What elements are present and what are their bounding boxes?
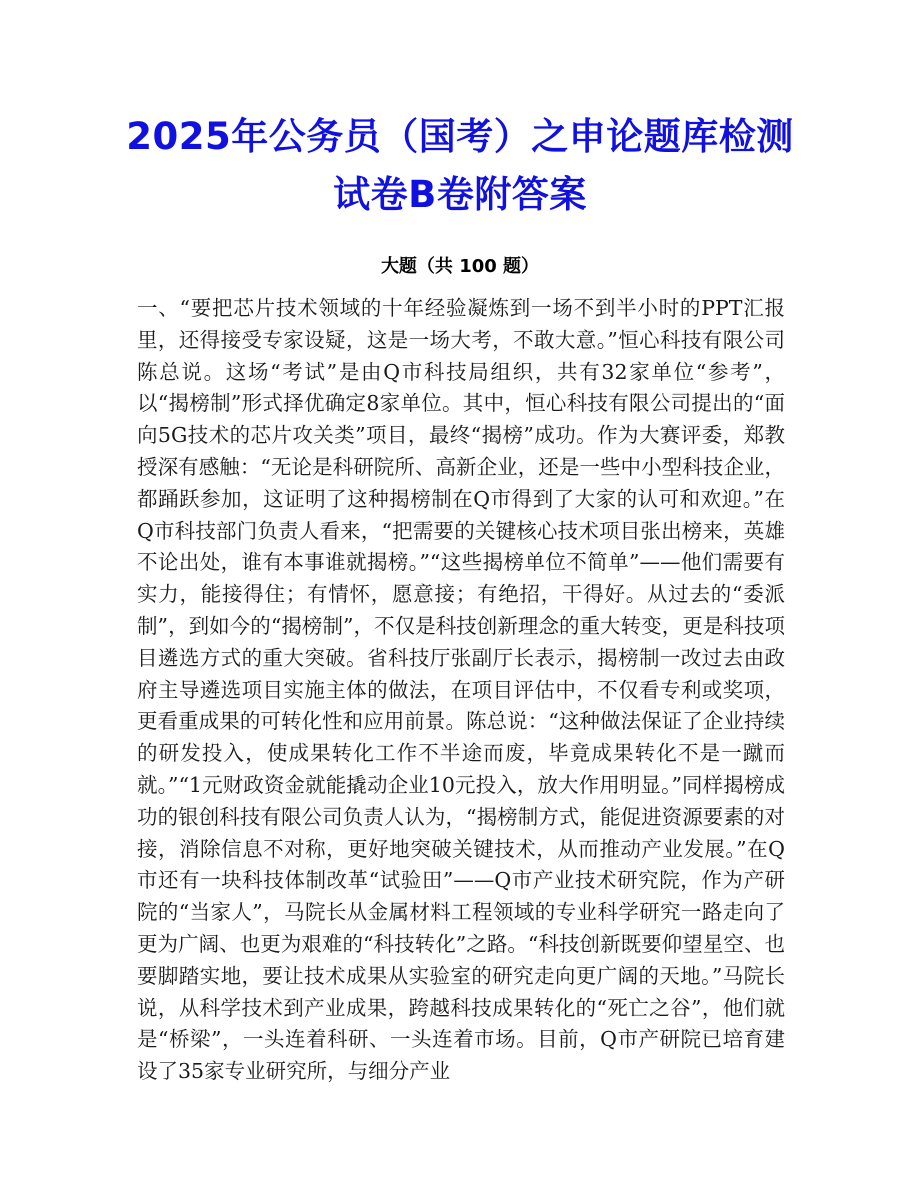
- question-text: 一、“要把芯片技术领域的十年经验凝炼到一场不到半小时的PPT汇报里，还得接受专家设疑，这是一场大考，不敢大意。”恒心科技有限公司陈总说。这场“考试”是由Q市科技局组织，共有32家单位“参考”，以“揭榜制”形式择优确定8家单位。其中，恒心科技有限公司提出的“面向5G技术的芯片攻关类”项目，最终“揭榜”成功。作为大赛评委，郑教授深有感触：“无论是科研院所、高新企业，还是一些中小型科技企业，都踊跃参加，这证明了这种揭榜制在Q市得到了大家的认可和欢迎。”在Q市科技部门负责人看来，“把需要的关键核心技术项目张出榜来，英雄不论出处，谁有本事谁就揭榜。”“这些揭榜单位不简单”——他们需要有实力，能接得住；有情怀，愿意接；有绝招，干得好。从过去的“委派制”，到如今的“揭榜制”，不仅是科技创新理念的重大转变，更是科技项目遴选方式的重大突破。省科技厅张副厅长表示，揭榜制一改过去由政府主导遴选项目实施主体的做法，在项目评估中，不仅看专利或奖项，更看重成果的可转化性和应用前景。陈总说：“这种做法保证了企业持续的研发投入，使成果转化工作不半途而废，毕竟成果转化不是一蹴而就。”“1元财政资金就能撬动企业10元投入，放大作用明显。”同样揭榜成功的银创科技有限公司负责人认为，“揭榜制方式，能促进资源要素的对接，消除信息不对称，更好地突破关键技术，从而推动产业发展。”在Q市还有一块科技体制改革“试验田”——Q市产业技术研究院，作为产研院的“当家人”，马院长从金属材料工程领域的专业科学研究一路走向了更为广阔、也更为艰难的“科技转化”之路。“科技创新既要仰望星空、也要脚踏实地，要让技术成果从实验室的研究走向更广阔的天地。”马院长说，从科学技术到产业成果，跨越科技成果转化的“死亡之谷”，他们就是“桥梁”，一头连着科研、一头连着市场。目前，Q市产研院已培育建设了35家专业研究所，与细分产业: [137, 296, 785, 1084]
- section-heading: 大题（共 100 题）: [380, 256, 540, 277]
- document-title: 2025年公务员（国考）之申论题库检测试卷B卷附答案: [126, 115, 794, 216]
